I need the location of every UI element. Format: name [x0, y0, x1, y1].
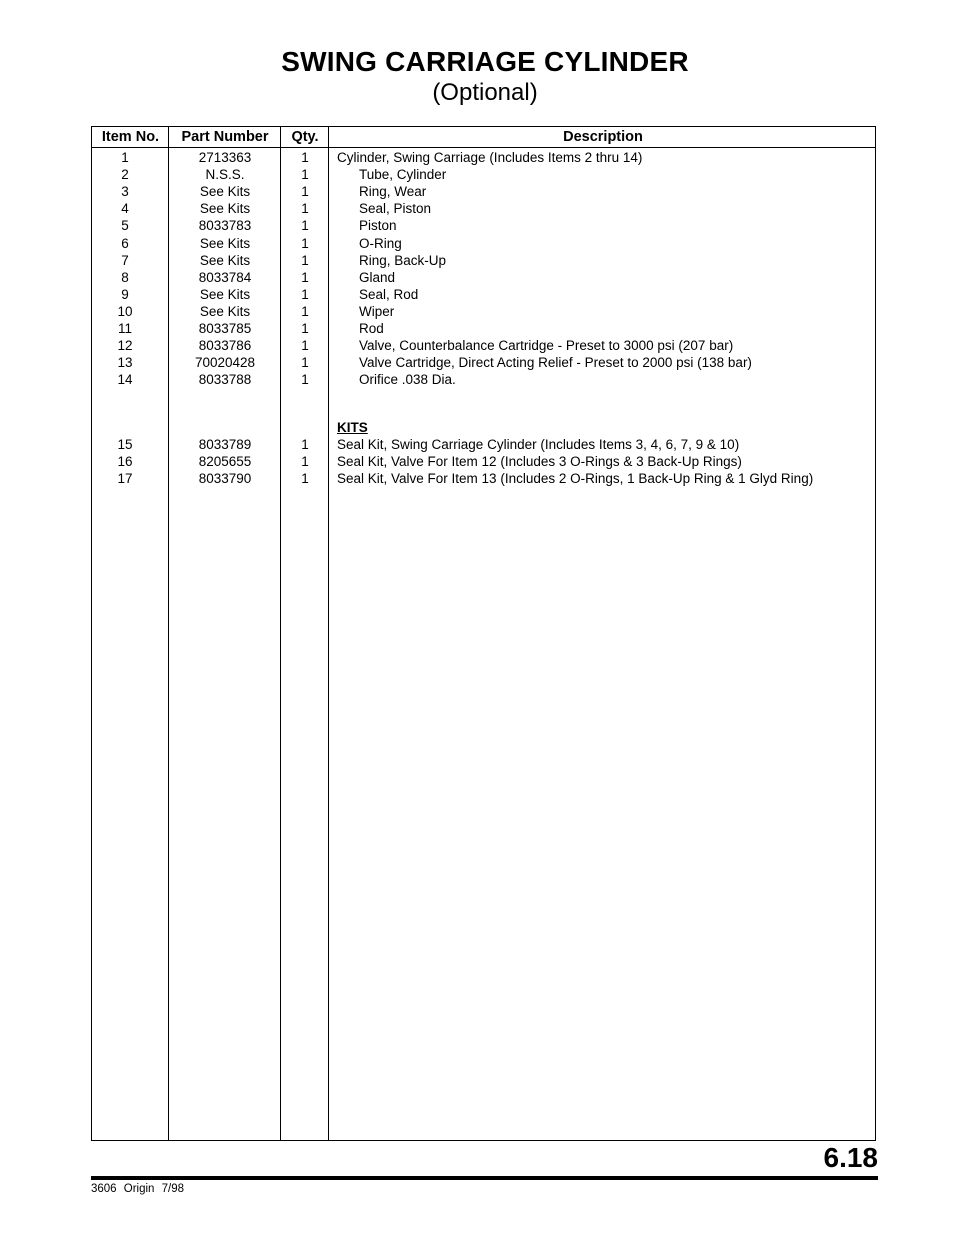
table-row-qty: 1 [301, 150, 309, 165]
table-row-description: Cylinder, Swing Carriage (Includes Items 2 thru 14) [337, 150, 643, 165]
table-row-part-number: See Kits [199, 184, 251, 200]
header-divider [92, 147, 875, 148]
table-row-part-number: See Kits [199, 286, 251, 302]
table-row-item-no: 13 [117, 355, 133, 371]
table-row-qty: 1 [301, 355, 309, 371]
kit-row-description: Seal Kit, Valve For Item 12 (Includes 3 O-Rings & 3 Back-Up Rings) [337, 453, 742, 469]
table-row-qty: 1 [301, 252, 309, 268]
table-row-description: Valve, Counterbalance Cartridge - Preset to 3000 psi (207 bar) [359, 338, 734, 354]
table-row-qty: 1 [301, 321, 309, 336]
table-row-qty: 1 [301, 338, 309, 354]
kit-row-item-no: 16 [117, 453, 133, 469]
table-row-description: O-Ring [359, 235, 402, 251]
table-row-item-no: 8 [121, 269, 129, 285]
table-row-description: Ring, Back-Up [359, 252, 447, 268]
table-row-qty: 1 [301, 286, 309, 302]
kit-row-part-number: 8033789 [198, 436, 252, 452]
table-row-qty: 1 [301, 372, 309, 388]
kit-row-qty: 1 [301, 436, 309, 452]
table-row-part-number: 8033786 [198, 338, 252, 354]
table-row-part-number: See Kits [199, 252, 251, 268]
table-row-item-no: 3 [121, 184, 129, 200]
kit-row-item-no: 17 [117, 470, 133, 486]
page-title: SWING CARRIAGE CYLINDER [281, 46, 689, 77]
table-row-qty: 1 [301, 167, 309, 183]
kit-row-item-no: 15 [117, 436, 133, 452]
table-row-part-number: See Kits [199, 303, 251, 319]
header-qty: Qty. [291, 129, 319, 145]
footer-text: 3606 Origin 7/98 [91, 1183, 185, 1195]
table-row-description: Valve Cartridge, Direct Acting Relief - Preset to 2000 psi (138 bar) [359, 355, 752, 371]
header-part-number: Part Number [181, 129, 269, 145]
table-row-description: Seal, Piston [359, 201, 432, 217]
table-row-item-no: 7 [121, 252, 129, 268]
table-row-item-no: 14 [117, 372, 133, 388]
kit-row-qty: 1 [301, 470, 309, 486]
table-row-qty: 1 [301, 303, 309, 319]
kits-heading: KITS [337, 419, 368, 435]
table-row-part-number: 70020428 [194, 355, 256, 371]
table-row-part-number: 8033784 [198, 269, 252, 285]
table-row-item-no: 6 [121, 235, 129, 251]
header-item-no: Item No. [101, 129, 160, 145]
parts-table [91, 126, 876, 1141]
kit-row-qty: 1 [301, 453, 309, 469]
table-row-description: Wiper [359, 303, 395, 319]
kit-row-part-number: 8205655 [198, 453, 252, 469]
table-row-description: Gland [359, 269, 396, 285]
kit-row-description: Seal Kit, Valve For Item 13 (Includes 2 O-Rings, 1 Back-Up Ring & 1 Glyd Ring) [337, 470, 814, 486]
table-row-description: Tube, Cylinder [359, 167, 447, 183]
table-row-part-number: N.S.S. [205, 167, 245, 183]
table-row-description: Piston [359, 218, 397, 234]
kit-row-part-number: 8033790 [198, 470, 252, 486]
table-row-qty: 1 [301, 218, 309, 234]
table-row-part-number: 2713363 [198, 150, 252, 165]
table-row-qty: 1 [301, 269, 309, 285]
header-description: Description [563, 129, 643, 145]
table-row-part-number: See Kits [199, 201, 251, 217]
table-row-description: Rod [359, 321, 384, 336]
table-row-qty: 1 [301, 235, 309, 251]
table-row-item-no: 11 [117, 321, 132, 336]
table-row-part-number: 8033788 [198, 372, 252, 388]
footer-rule [91, 1176, 878, 1180]
table-row-item-no: 10 [117, 303, 133, 319]
table-row-qty: 1 [301, 184, 309, 200]
table-row-item-no: 4 [121, 201, 129, 217]
table-row-item-no: 5 [121, 218, 129, 234]
table-row-item-no: 1 [121, 150, 129, 165]
table-row-item-no: 12 [117, 338, 133, 354]
table-row-description: Orifice .038 Dia. [359, 372, 456, 388]
page-number: 6.18 [823, 1142, 878, 1173]
table-row-item-no: 9 [121, 286, 129, 302]
table-row-description: Ring, Wear [359, 184, 427, 200]
table-row-part-number: See Kits [199, 235, 251, 251]
table-row-part-number: 8033785 [198, 321, 252, 336]
table-row-part-number: 8033783 [198, 218, 252, 234]
kit-row-description: Seal Kit, Swing Carriage Cylinder (Includes Items 3, 4, 6, 7, 9 & 10) [337, 436, 740, 452]
table-row-description: Seal, Rod [359, 286, 419, 302]
table-row-qty: 1 [301, 201, 309, 217]
page-subtitle: (Optional) [432, 79, 538, 106]
description-column [329, 127, 875, 1140]
table-row-item-no: 2 [121, 167, 129, 183]
